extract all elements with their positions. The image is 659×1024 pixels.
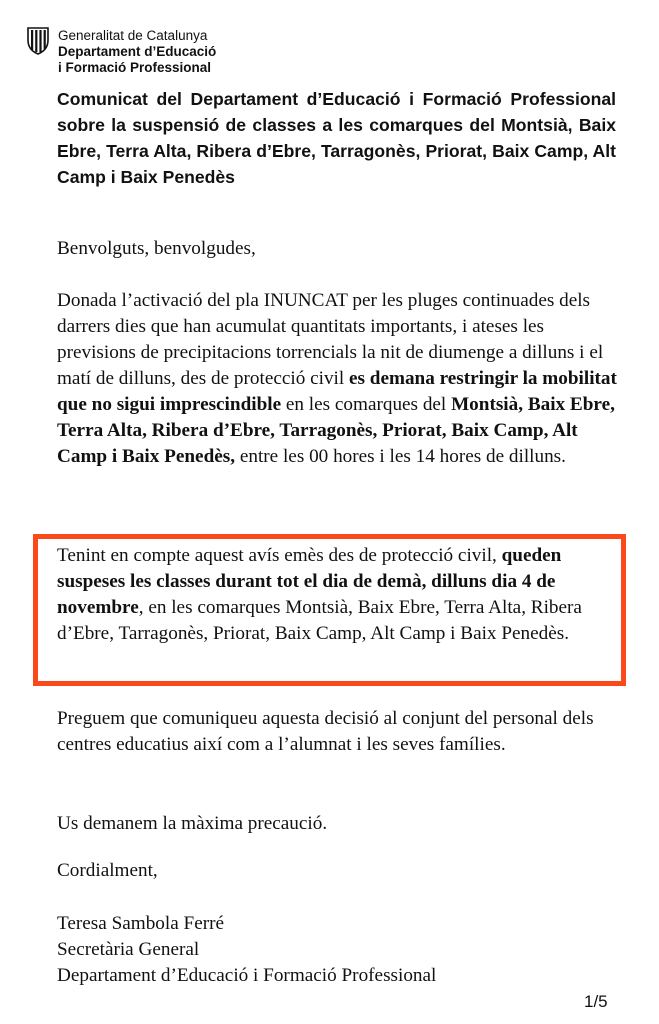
org-name: Generalitat de Catalunya: [58, 28, 208, 43]
p1-text-2: en les comarques del: [281, 394, 452, 415]
p2-text-1: Tenint en compte aquest avís emès des de protecció civil,: [57, 545, 502, 566]
p1-bold-1: es demana restringir la mobilitat que no sigui imprescindible: [57, 368, 617, 415]
signature-dept: Departament d’Educació i Formació Professional: [57, 965, 437, 986]
p2-text-2: , en les comarques Montsià, Baix Ebre, Terra Alta, Ribera d’Ebre, Tarragonès, Priorat, Baix Camp, Alt Camp i Baix Penedès.: [57, 597, 582, 644]
p2-bold-1: queden suspeses les classes durant tot el dia de demà, dilluns dia 4 de novembre: [57, 545, 562, 618]
signature-name: Teresa Sambola Ferré: [57, 913, 225, 934]
signature-block: [57, 911, 627, 989]
signature-role: Secretària General: [57, 939, 200, 960]
dept-line-2: i Formació Professional: [58, 60, 212, 75]
org-header: [58, 28, 216, 76]
generalitat-logo-icon: [26, 26, 50, 56]
dept-line-1: Departament d’Educació: [58, 44, 217, 59]
p1-bold-2: Montsià, Baix Ebre, Terra Alta, Ribera d’Ebre, Tarragonès, Priorat, Baix Camp, Alt Camp i Baix Penedès,: [57, 394, 615, 467]
closing-precaution: Us demanem la màxima precaució.: [57, 813, 328, 834]
paragraph-request: Preguem que comuniqueu aquesta decisió al conjunt del personal dels centres educatius així com a l’alumnat i les seves famílies.: [57, 708, 594, 755]
document-title: Comunicat del Departament d’Educació i Formació Professional sobre la suspensió de classes a les comarques del Montsià, Baix Ebre, Terra Alta, Ribera d’Ebre, Tarragonès, Priorat, Baix Camp, Alt Camp i Baix Penedès: [57, 89, 616, 187]
paragraph-suspension: [57, 543, 607, 647]
greeting: Benvolguts, benvolgudes,: [57, 238, 256, 259]
paragraph-mobility: [57, 288, 627, 470]
closing-regards: Cordialment,: [57, 860, 158, 881]
p1-text-3: entre les 00 hores i les 14 hores de dilluns.: [235, 446, 566, 467]
page-indicator: 1/5: [584, 992, 608, 1011]
p1-text-1: Donada l’activació del pla INUNCAT per les pluges continuades dels darrers dies que han acumulat quantitats importants, i ateses les previsions de precipitacions torrencials la nit de diumenge a dilluns i el matí de dilluns, des de protecció civil: [57, 290, 604, 389]
